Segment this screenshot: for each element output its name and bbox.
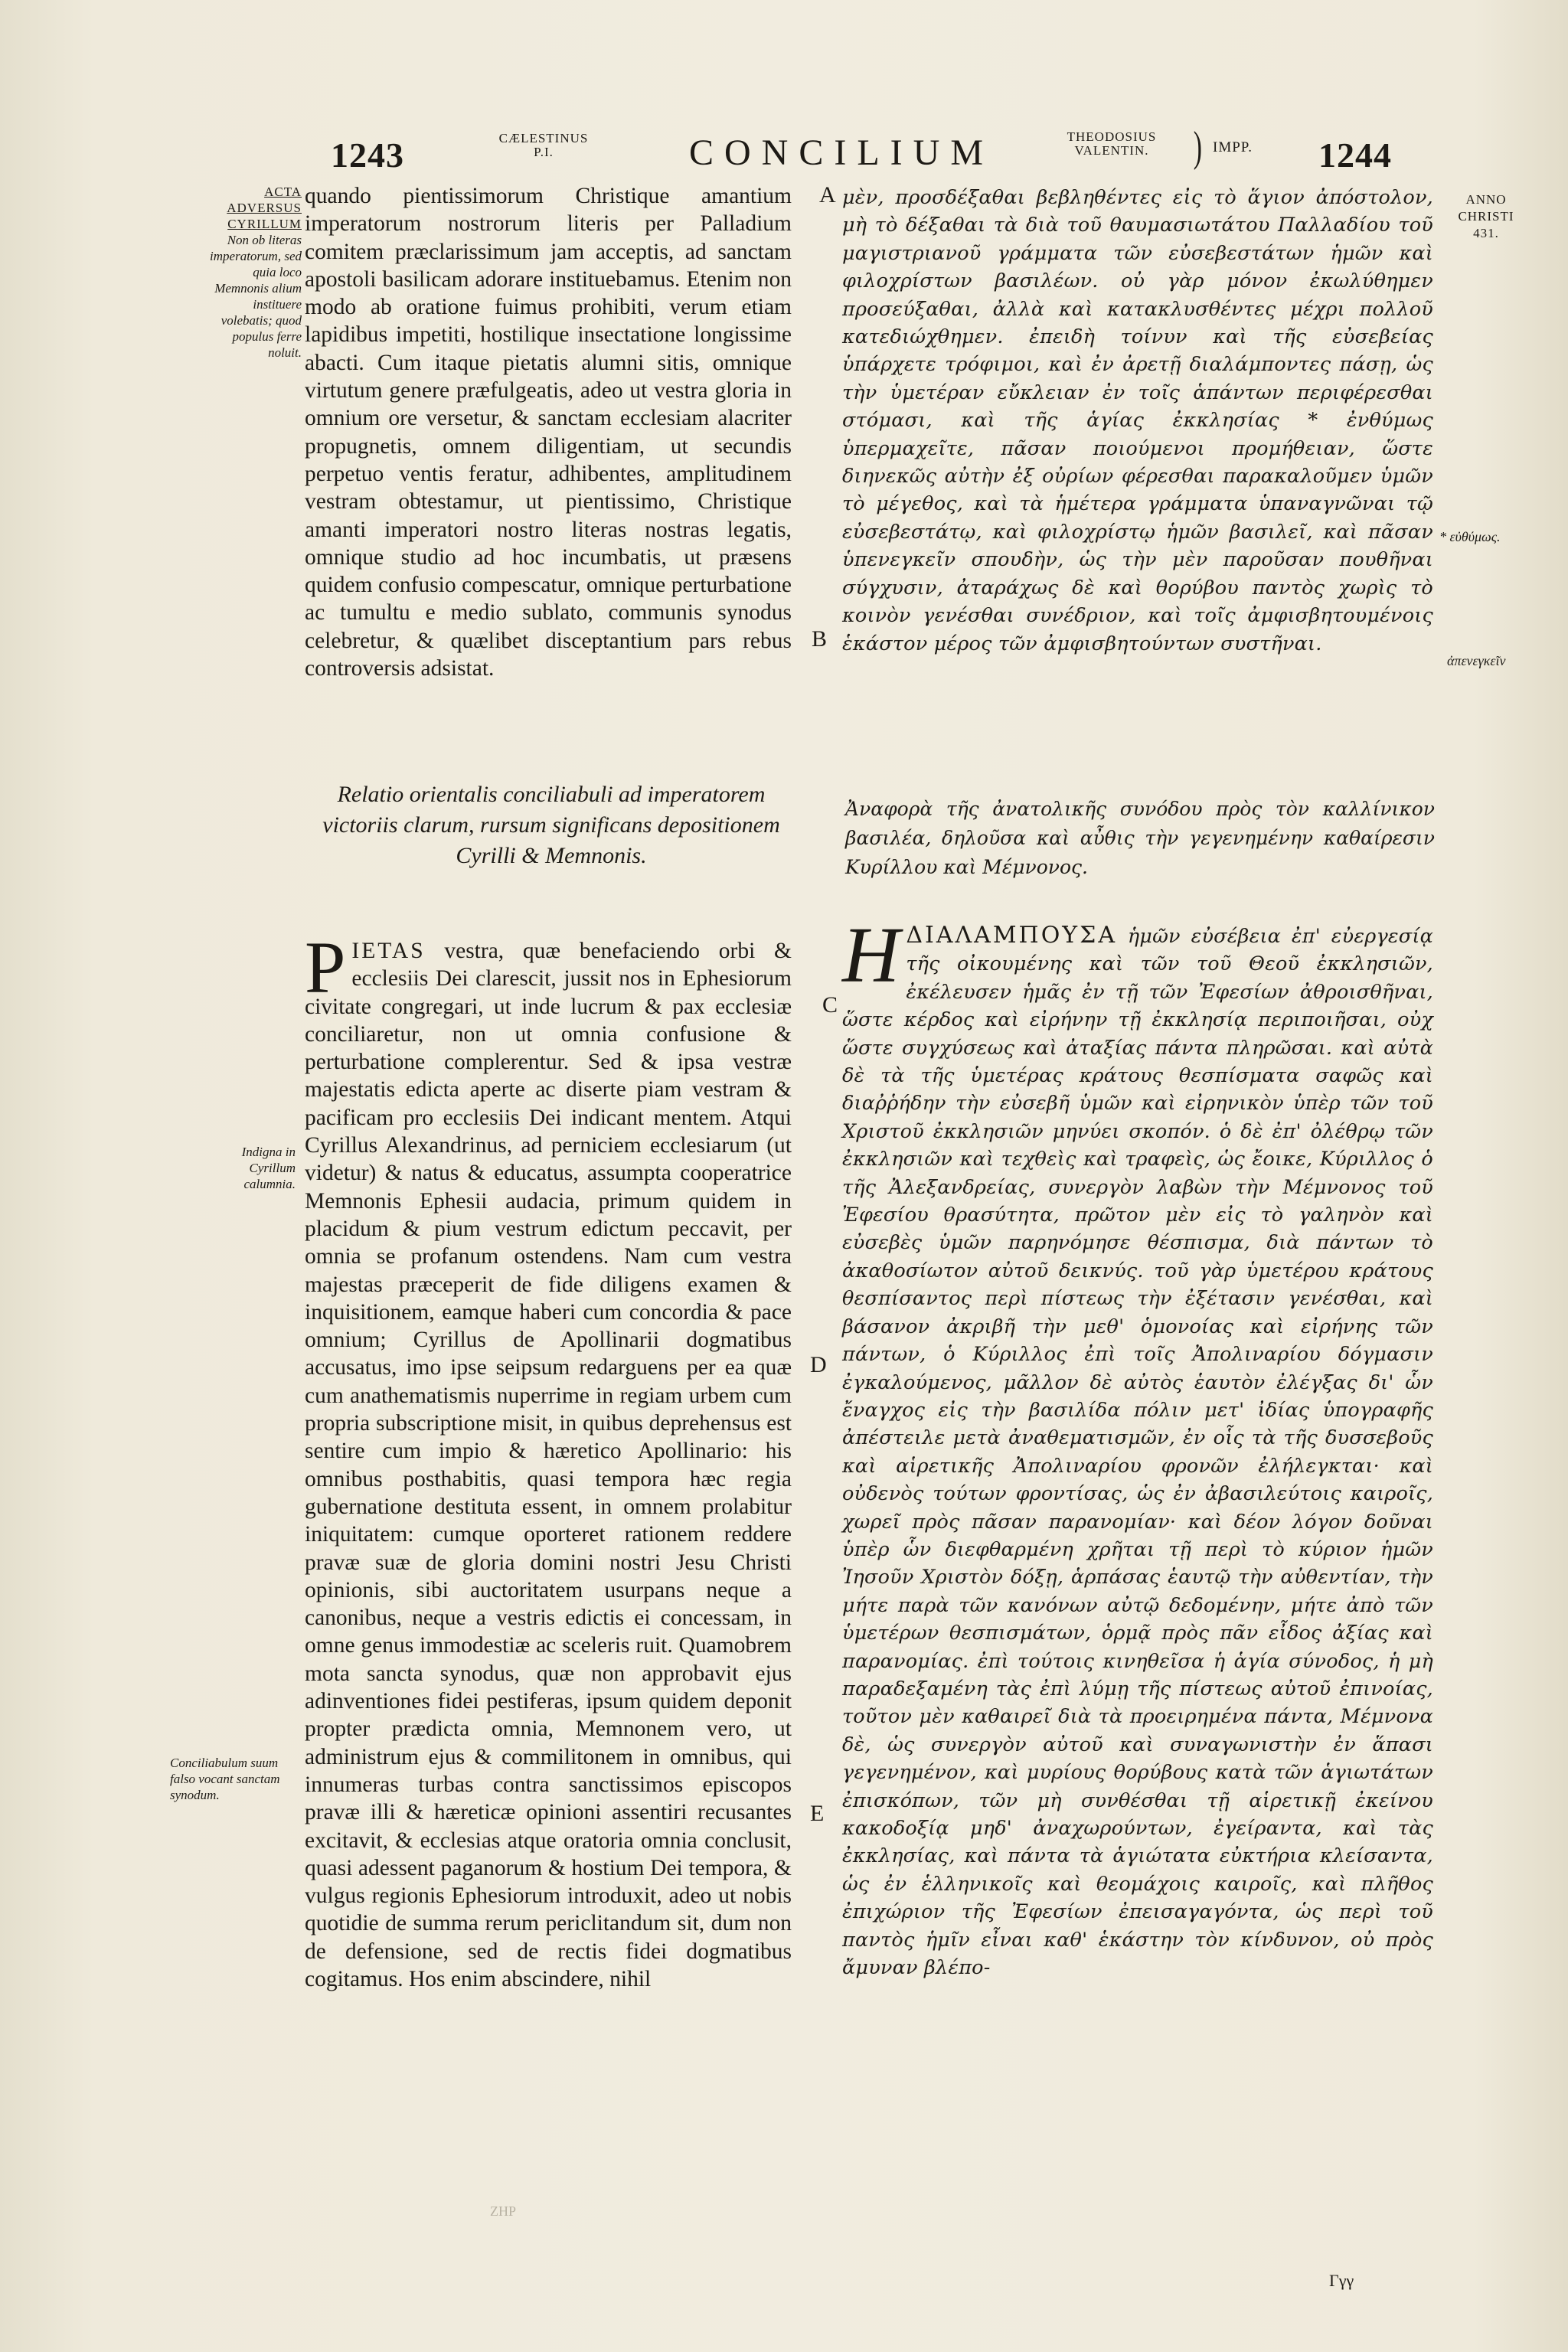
header-pope-name: CÆLESTINUS	[498, 131, 589, 145]
latin-drop-cap: P	[305, 926, 346, 1008]
greek-column-body	[842, 911, 1433, 1981]
margin-anno-christi	[1444, 191, 1528, 242]
greek-paragraph-1: μὲν, προσδέξαθαι βεβληθέντες εἰς τὸ ἅγιον ἀπόστολον, μὴ τὸ δέξαθαι τὰ διὰ τοῦ θαυμασιωτάτου Παλλαδίου τοῦ μαγιστριανοῦ γράμματα τῶν εὐσεβεστάτων ἡμῶν καὶ φιλοχρίστων βασιλέων. οὐ γὰρ μόνον ἐκωλύθημεν προσεύξαθαι, ἀλλὰ καὶ κατακλυσθέντες μέχρι πολλοῦ κατεδιώχθημεν. ἐπειδὴ τοίνυν καὶ τῆς εὐσεβείας ὑπάρχετε τρόφιμοι, καὶ ἐν ἀρετῇ διαλάμποντες πάσῃ, ὡς τὴν ὑμετέραν εὔκλειαν ἐν τοῖς ἁπάντων περιφέρεσθαι στόμασι, καὶ τῆς ἁγίας ἐκκλησίας * ἐνθύμως ὑπερμαχεῖτε, πᾶσαν ποιούμενοι προμήθειαν, ὥστε διηνεκῶς αὐτὴν ἐξ οὐρίων φέρεσθαι παρακαλοῦμεν ὑμῶν τὸ μέγεθος, καὶ τὰ ἡμέτερα γράμματα ὑπαναγνῶναι τῷ εὐσεβεστάτῳ, καὶ φιλοχρίστῳ ἡμῶν βασιλεῖ, καὶ πᾶσαν ὑπενεγκεῖν σπουδὴν, ὡς τὴν μὲν παροῦσαν πουθῆναι σύγχυσιν, ἀταράχως δὲ καὶ θορύβου παντὸς χωρὶς τὸ κοινὸν γενέσθαι συνέδριον, καὶ τοῖς ἀμφισβητουμένοις ἑκάστον μέρος τῶν ἀμφισβητούντων συστῆναι.	[842, 186, 1433, 655]
header-pope-sub: P.I.	[534, 145, 554, 159]
margin-anno-line3: 431.	[1473, 226, 1499, 240]
margin-acta-line3: CYRILLUM	[227, 217, 302, 231]
latin-stray-mark: ZHP	[490, 2203, 517, 2219]
header-emperor-1: THEODOSIUS	[1067, 129, 1157, 144]
column-letter-c: C	[822, 992, 838, 1018]
margin-acta-line1: ACTA	[264, 185, 302, 199]
column-letter-e: E	[810, 1801, 825, 1826]
signature-mark: Γγγ	[1329, 2271, 1354, 2290]
greek-column-top	[842, 184, 1433, 658]
column-letter-b: B	[812, 626, 828, 652]
page-title: CONCILIUM	[689, 132, 994, 173]
latin-first-word: IETAS	[351, 939, 426, 963]
margin-note-conciliabulum: Conciliabulum suum falso vocant sanctam synodum.	[170, 1756, 280, 1802]
latin-heading: Relatio orientalis conciliabuli ad imperatorem victoriis clarum, rursum significans depositionem Cyrilli & Memnonis.	[322, 782, 780, 868]
greek-paragraph-2: ἡμῶν εὐσέβεια ἐπ' εὐεργεσίᾳ τῆς οἰκουμένης καὶ τῶν τοῦ Θεοῦ ἐκκλησιῶν, ἐκέλευσεν ἡμᾶς ἐν τῇ τῶν Ἐφεσίων ἀθροισθῆναι, ὥστε κέρδος καὶ εἰρήνην τῇ ἐκκλησίᾳ περιποιῆσαι, οὐχ ὥστε συγχύσεως καὶ ἀταξίας πάντα πληρῶσαι. καὶ αὐτὰ δὲ τὰ τῆς ὑμετέρας κράτους θεσπίσματα σαφῶς καὶ διαῤῥήδην τὴν εὐσεβῆ ὑμῶν καὶ εἰρηνικὸν ὑπὲρ τῶν τοῦ Χριστοῦ ἐκκλησιῶν μηνύει σκοπόν. ὁ δὲ ἐπ' ὀλέθρῳ τῶν ἐκκλησιῶν καὶ τεχθεὶς καὶ τραφεὶς, ὡς ἔοικε, Κύριλλος ὁ τῆς Ἀλεξανδρείας, συνεργὸν λαβὼν τὴν Μέμνονος τοῦ Ἐφεσίου θρασύτητα, πρῶτον μὲν εἰς τὸ γαληνὸν καὶ εὐσεβὲς ὑμῶν παρηνόμησε θέσπισμα, διὰ πάντων τὸ ἀκαθοσίωτον αὐτοῦ δεικνύς. τοῦ γὰρ ὑμετέρου κράτους θεσπίσαντος περὶ πίστεως τὴν ἐξέτασιν γενέσθαι, καὶ βάσανον ἀκριβῆ τὴν μεθ' ὁμονοίας καὶ εἰρήνης τῶν πάντων, ὁ Κύριλλος ἐπὶ τοῖς Ἀπολιναρίου δόγμασιν ἐγκαλούμενος, μᾶλλον δὲ αὐτὸς ἑαυτὸν ἐλέγξας δι' ὧν ἔναγχος εἰς τὴν βασιλίδα πόλιν μετ' ἰδίας ὑπογραφῆς ἀπέστειλε μετὰ ἀναθεματισμῶν, ἐν οἷς τὰ τῆς δυσσεβοῦς καὶ αἱρετικῆς Ἀπολιναρίου φρονῶν ἐλήλεγκται· καὶ οὐδενὸς τούτων φροντίσας, ὡς ἐν ἀβασιλεύτοις καιροῖς, χωρεῖ πρὸς πᾶσαν παρανομίαν· καὶ δέον λόγον δοῦναι ὑπὲρ ὧν διεφθαρμένη χρῆται τῇ περὶ τὸ κύριον ἡμῶν Ἰησοῦν Χριστὸν δόξῃ, ἁρπάσας ἑαυτῷ τὴν αὐθεντίαν, τὴν μήτε παρὰ τῶν κανόνων αὐτῷ δεδομένην, μήτε ἀπὸ τῶν ὑμετέρων θεσπισμάτων, ὁρμᾷ πρὸς πᾶν εἶδος ἀξίας καὶ παρανομίας. ἐπὶ τούτοις κινηθεῖσα ἡ ἁγία σύνοδος, ἡ μὴ παραδεξαμένη τὰς ἐπὶ λύμῃ τῆς πίστεως αὐτοῦ ἐπινοίας, τοῦτον μὲν καθαιρεῖ διὰ τὰ προειρημένα πάντα, Μέμνονα δὲ, ὡς συνεργὸν αὐτοῦ καὶ συναγωνιστὴν ἐν ἅπασι γεγενημένον, καὶ μυρίους θορύβους κατὰ τῶν ἁγιωτάτων ἐπισκόπων, τῶν μὴ συνθέσθαι τῇ αἱρετικῇ ἐκείνου κακοδοξίᾳ μηδ' ἀναχωρούντων, ἐγείραντα, καὶ τὰς ἐκκλησίας, καὶ πάντα τὰ ἁγιώτατα εὐκτήρια κλείσαντα, ὡς ἐν ἑλληνικοῖς καὶ θεομάχοις καιροῖς, καὶ πλῆθος ἐπιχώριον τῆς Ἐφεσίων ἐπεισαγαγόντα, ὡς περὶ τοῦ παντὸς ἡμῖν εἶναι καθ' ἑκάστην τὸν κίνδυνον, οὐ πρὸς ἄμυναν βλέπο-	[842, 925, 1433, 1980]
margin-acta-note: Non ob literas imperatorum, sed quia loco Memnonis alium instituere volebatis; quod populus ferre noluit.	[210, 233, 302, 360]
latin-paragraph-1: quando pientissimorum Christique amantium imperatorum nostrorum literis per Palladium comitem præclarissimum jam acceptis, ad sanctam apostoli basilicam adorare instituebamus. Etenim non modo ab oratione fuimus prohibiti, verum etiam lapidibus impetiti, hostilique insectatione longissime abacti. Cum itaque pietatis alumni sitis, omnique virtutum genere præfulgeatis, adeo ut vestra gloria in omnium ore versetur, & sanctam ecclesiam alacriter propugnetis, omnem diligentiam, ut secundis perpetuo ventis feratur, adhibentes, amplitudinem vestram obtestamur, ut pientissimo, Christique amanti imperatori nostro literas nostras legatis, omnique studio ad hoc incumbatis, ut præsens quidem confusio compescatur, omnique perturbatione ac tumultu e medio sublato, communis synodus celebretur, & quælibet disceptantium pars rebus controversis adsistat.	[305, 184, 792, 681]
margin-acta-line2: ADVERSUS	[227, 201, 302, 215]
column-letter-d: D	[810, 1352, 827, 1377]
header-brace: )	[1193, 123, 1202, 171]
latin-column-top	[305, 182, 792, 682]
greek-first-word: ΔΙΑΛΑΜΠΟΥΣΑ	[906, 922, 1117, 949]
page-number-left: 1243	[331, 136, 404, 175]
margin-note-apenegkein: ἀπενεγκεῖν	[1447, 653, 1506, 668]
margin-note-calumnia: Indigna in Cyrillum calumnia.	[241, 1145, 296, 1191]
greek-heading: Ἀναφορὰ τῆς ἀνατολικῆς συνόδου πρὸς τὸν καλλίνικον βασιλέα, δηλοῦσα καὶ αὖθις τὴν γεγενημένην καθαίρεσιν Κυρίλλου καὶ Μέμνονος.	[845, 798, 1435, 878]
margin-note-euthymos: * εὐθύμως.	[1439, 529, 1501, 544]
margin-anno-line1: ANNO	[1465, 192, 1507, 207]
margin-note-acta	[205, 184, 302, 361]
header-emperors	[1035, 130, 1188, 158]
latin-paragraph-2: vestra, quæ benefaciendo orbi & ecclesiis Dei clarescit, jussit nos in Ephesiorum civitate congregari, ut inde lucrum & pax ecclesiæ conciliaretur, non ut omnia confusione & perturbatione complerentur. Sed & ipsa vestræ majestatis edicta aperte ac diserte piam vestram & pacificam pro ecclesiis Dei indicant mentem. Atqui Cyrillus Alexandrinus, ad perniciem ecclesiarum (ut videtur) & natus & educatus, assumpta cooperatrice Memnonis Ephesii audacia, primum quidem in placidum & pium vestrum edictum peccavit, per omnia se profanum ostendens. Nam cum vestra majestas præceperit de fide diligens examen & inquisitionem, eamque haberi cum concordia & pace omnium; Cyrillus de Apollinarii dogmatibus accusatus, imo ipse seipsum redarguens per ea quæ cum anathematismis nuperrime in regiam urbem cum propria subscriptione misit, in quibus deprehensus est sentire cum impio & hæretico Apollinario: his omnibus posthabitis, quasi tempora hæc regia gubernatione destituta essent, in omnem prolabitur iniquitatem: cumque oporteret rationem reddere pravæ suæ de gloria domini nostri Jesu Christi opinionis, sibi auctoritatem usurpans neque a canonibus, neque a vestris edictis ei concessam, in omne genus immodestiæ ac sceleris ruit. Quamobrem mota sancta synodus, quæ non approbavit ejus adinventiones fidei pestiferas, ipsum quidem deponit propter prædicta omnia, Memnonem vero, ut administrum ejus & commilitonem in omnibus, qui innumeras turbas contra sanctissimos episcopos pravæ illi & hæreticæ opinioni assentiri recusantes excitavit, & ecclesias atque oratoria omnia conclusit, quasi adessent paganorum & hostium Dei tempora, & vulgus regionis Ephesiorum introduxit, adeo ut nobis quotidie de summa rerum periclitandum sit, dum non de defensione, sed de rectis fidei dogmatibus cogitamus. Hos enim abscindere, nihil	[305, 939, 792, 1991]
page-number-right: 1244	[1318, 136, 1392, 175]
header-pope	[490, 132, 597, 159]
latin-column-body	[305, 926, 792, 1993]
header-emperor-2: VALENTIN.	[1074, 143, 1149, 158]
greek-drop-cap: Η	[842, 911, 900, 999]
header-imperatores: IMPP.	[1213, 139, 1253, 155]
margin-anno-line2: CHRISTI	[1458, 209, 1514, 224]
column-letter-a: A	[819, 182, 836, 207]
